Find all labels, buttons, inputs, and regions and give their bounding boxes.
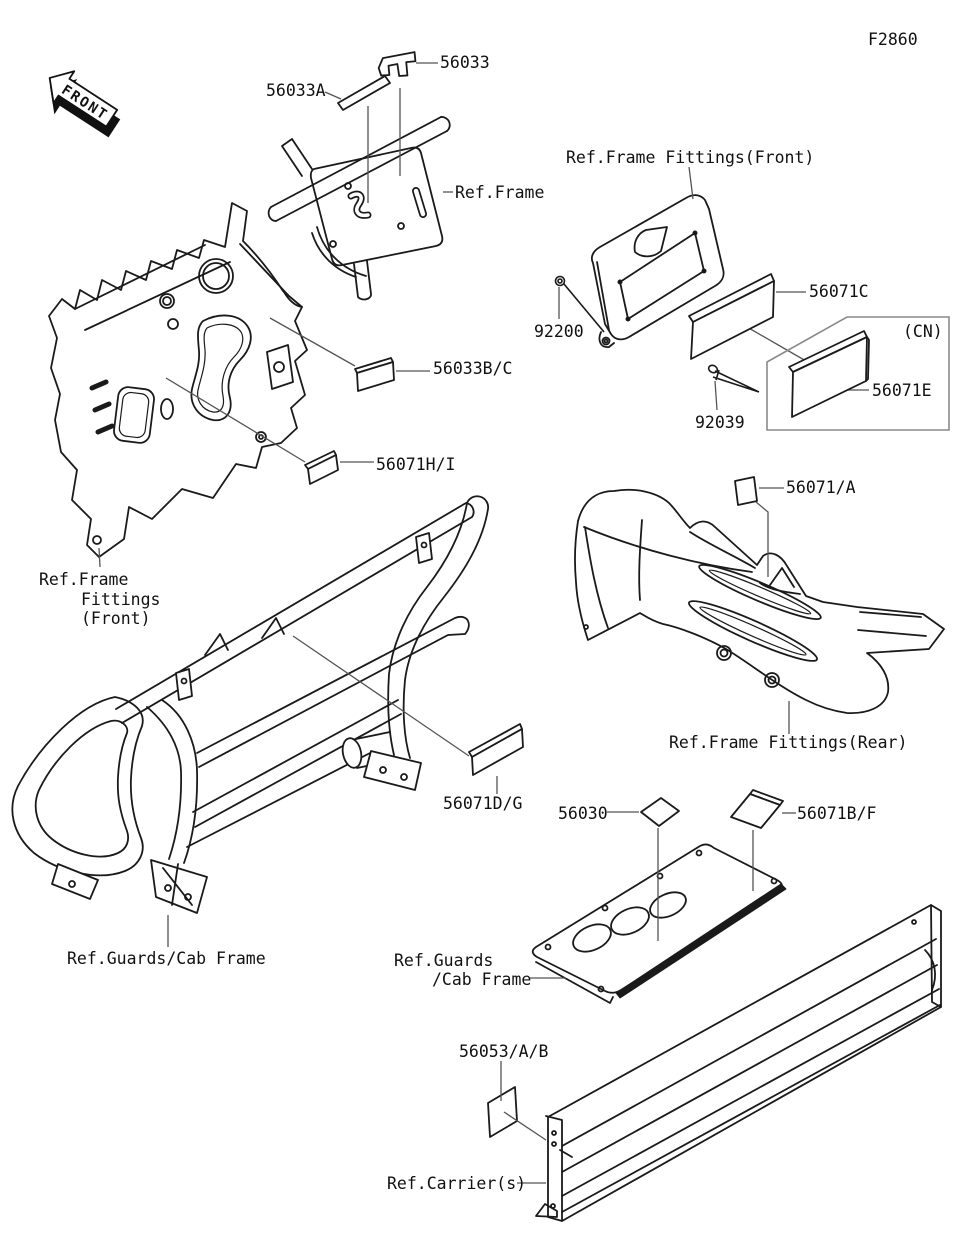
callout-56033a: 56033A xyxy=(266,81,326,100)
callout-56071a: 56071/A xyxy=(786,478,856,497)
callout-56071e: 56071E xyxy=(872,381,932,400)
decal-56033bc-part xyxy=(355,358,394,391)
front-arrow-icon xyxy=(35,62,127,144)
callout-56071hi: 56071H/I xyxy=(376,455,456,474)
callout-56071dg: 56071D/G xyxy=(443,794,523,813)
ref-frame-fittings-rear-label: Ref.Frame Fittings(Rear) xyxy=(669,733,908,752)
callout-92200: 92200 xyxy=(534,322,584,341)
ref-guards-cab-frame-label: Ref.Guards/Cab Frame xyxy=(67,949,266,968)
guard-cab-frame-part xyxy=(12,496,488,913)
decal-56033a-part xyxy=(338,76,390,110)
ref-frame-bracket-part xyxy=(269,117,450,299)
figure-code: F2860 xyxy=(868,30,918,49)
decal-56053ab-part xyxy=(488,1087,517,1137)
decal-56071e-part xyxy=(789,331,869,417)
cn-marker-label: (CN) xyxy=(903,322,943,341)
ref-frame-fittings-front-label: Ref.Frame Fittings(Front) xyxy=(566,148,815,167)
front-arrow-label: FRONT xyxy=(58,82,111,124)
ref-frame-label: Ref.Frame xyxy=(455,183,545,202)
callout-56030: 56030 xyxy=(558,804,608,823)
callout-56071bf: 56071B/F xyxy=(797,804,877,823)
decal-56030-part xyxy=(641,798,679,826)
decal-56071a-part xyxy=(735,477,757,505)
callout-56033bc: 56033B/C xyxy=(433,359,513,378)
ref-frame-fittings-front-left-line2: Fittings xyxy=(81,590,161,609)
ref-guards-line1: Ref.Guards xyxy=(394,951,494,970)
decal-56071dg-part xyxy=(469,724,523,775)
cab-front-panel-part xyxy=(49,203,307,557)
callout-56071c: 56071C xyxy=(809,282,869,301)
ref-frame-fittings-front-left-line3: (Front) xyxy=(81,609,151,628)
rear-fender-part xyxy=(575,490,944,713)
decal-56071hi-part xyxy=(305,451,338,484)
ref-frame-fittings-front-left-line1: Ref.Frame xyxy=(39,570,129,589)
ref-guards-line2: /Cab Frame xyxy=(432,970,532,989)
callout-56033: 56033 xyxy=(440,53,490,72)
callout-92039: 92039 xyxy=(695,413,745,432)
decal-56071bf-part xyxy=(731,790,783,828)
callout-56053ab: 56053/A/B xyxy=(459,1042,549,1061)
floor-plate-part xyxy=(533,844,786,1003)
ref-carrier-label: Ref.Carrier(s) xyxy=(387,1174,527,1193)
